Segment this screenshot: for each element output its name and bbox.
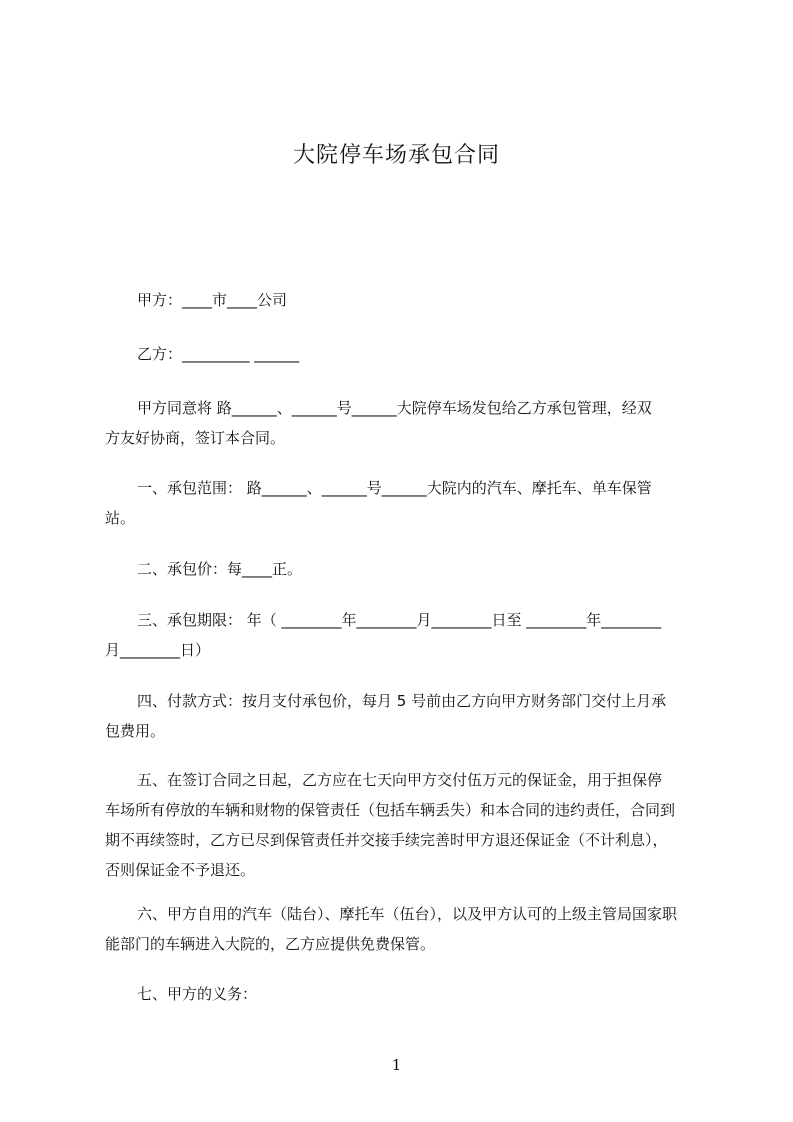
clause-2-line-1: 二、承包价：每____正。 (137, 560, 303, 578)
clause-4-line-2: 包费用。 (105, 722, 166, 740)
party-a-line (105, 285, 701, 315)
clause-1-paragraph (105, 473, 701, 533)
clause-5-line-2: 车场所有停放的车辆和财物的保管责任（包括车辆丢失）和本合同的违约责任，合同到 (105, 801, 676, 819)
clause-5-line-4: 否则保证金不予退还。 (105, 861, 256, 879)
intro-paragraph (105, 393, 701, 453)
clause-7-line-1: 七、甲方的义务： (137, 985, 258, 1003)
clause-4-paragraph (105, 686, 701, 746)
clause-6-line-2: 能部门的车辆进入大院的，乙方应提供免费保管。 (105, 935, 436, 953)
clause-7-paragraph (105, 979, 701, 1009)
clause-5-line-3: 期不再续签时，乙方已尽到保管责任并交接手续完善时甲方退还保证金（不计利息）， (105, 831, 668, 849)
party-a-text: 甲方：____市____公司 (137, 291, 288, 309)
clause-5-line-1: 五、在签订合同之日起，乙方应在七天向甲方交付伍万元的保证金，用于担保停 (137, 771, 663, 789)
clause-1-line-1: 一、承包范围： 路______、______号______大院内的汽车、摩托车、单车保管 (137, 479, 652, 497)
document-title: 大院停车场承包合同 (292, 143, 500, 168)
clause-3-line-2: 月________日） (105, 641, 211, 659)
clause-3-line-1: 三、承包期限： 年（ ________年________月________日至 ________年________ (137, 611, 662, 629)
party-b-text: 乙方：_________ ______ (137, 345, 300, 363)
intro-line-2: 方友好协商，签订本合同。 (105, 429, 286, 447)
clause-4-line-1: 四、付款方式：按月支付承包价，每月 5 号前由乙方向甲方财务部门交付上月承 (137, 692, 667, 710)
party-b-line (105, 339, 701, 369)
clause-2-paragraph (105, 554, 701, 584)
intro-line-1: 甲方同意将 路______、______号______大院停车场发包给乙方承包管理，经双 (137, 399, 652, 417)
clause-6-line-1: 六、甲方自用的汽车（陆台）、摩托车（伍台），以及甲方认可的上级主管局国家职 (137, 905, 678, 923)
page-number: 1 (391, 1056, 402, 1074)
clause-3-paragraph (105, 605, 701, 665)
clause-1-line-2: 站。 (105, 509, 136, 527)
clause-6-paragraph (105, 899, 701, 959)
clause-5-paragraph (105, 765, 701, 885)
